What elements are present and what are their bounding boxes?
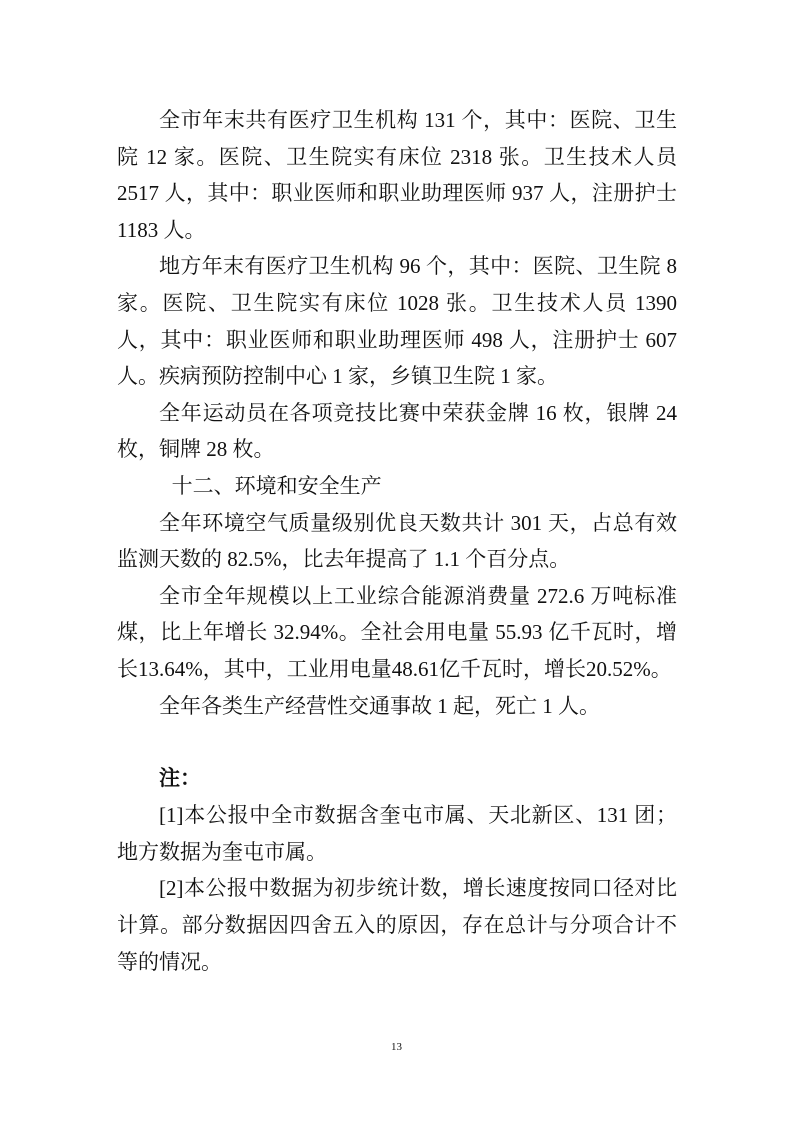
section-heading: 十二、环境和安全生产	[171, 473, 382, 498]
paragraph-medical-city: 全市年末共有医疗卫生机构 131 个，其中：医院、卫生院 12 家。医院、卫生院实有床位 2318 张。卫生技术人员 2517 人，其中：职业医师和职业助理医师 937 人，注册护士 1183 人。	[117, 108, 677, 242]
paragraph-medical-local: 地方年末有医疗卫生机构 96 个，其中：医院、卫生院 8 家。医院、卫生院实有床位 1028 张。卫生技术人员 1390 人，其中：职业医师和职业助理医师 498 人，注册护士 607 人。疾病预防控制中心 1 家，乡镇卫生院 1 家。	[117, 254, 677, 389]
paragraph-air-quality: 全年环境空气质量级别优良天数共计 301 天，占总有效监测天数的 82.5%，比去年提高了 1.1 个百分点。	[117, 510, 677, 572]
paragraph-accidents: 全年各类生产经营性交通事故 1 起，死亡 1 人。	[159, 693, 600, 718]
note-item: [2]本公报中数据为初步统计数，增长速度按同口径对比计算。部分数据因四舍五入的原因，存在总计与分项合计不等的情况。	[117, 876, 677, 974]
notes-title: 注：	[159, 766, 201, 790]
paragraph-sports: 全年运动员在各项竞技比赛中荣获金牌 16 枚，银牌 24 枚，铜牌 28 枚。	[117, 400, 677, 462]
spacer	[117, 724, 677, 761]
paragraph-energy: 全市全年规模以上工业综合能源消费量 272.6 万吨标准煤，比上年增长 32.94%。全社会用电量 55.93 亿千瓦时，增长13.64%，其中，工业用电量48.61亿千瓦时，增长20.52%。	[117, 583, 677, 681]
note-item: [1]本公报中全市数据含奎屯市属、天北新区、131 团；地方数据为奎屯市属。	[117, 803, 677, 864]
page-number: 13	[391, 1041, 402, 1053]
document-body	[117, 102, 677, 980]
